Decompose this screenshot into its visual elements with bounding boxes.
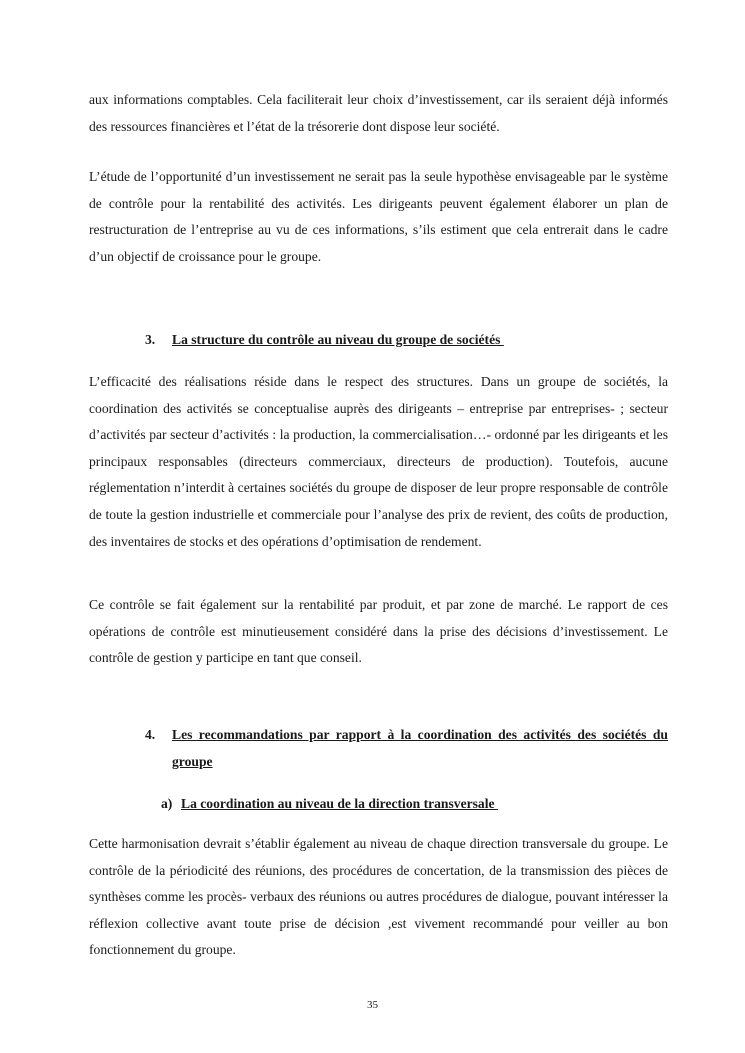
paragraph-5: Cette harmonisation devrait s’établir également au niveau de chaque direction transversale du groupe. Le contrôle de la périodicité des réunions, des procédures de concertation, de la transmission des pièces de synthèses comme les procès- verbaux des réunions ou autres procédures de dialogue, pouvant intéresser la réflexion collective avant toute prise de décision ,est vivement recommandé pour veiller au bon fonctionnement du groupe. [89, 836, 668, 958]
section-3-heading [0, 327, 745, 354]
section-4-heading [0, 722, 745, 776]
subsection-a-heading [0, 791, 745, 818]
page-number: 35 [367, 999, 378, 1011]
paragraph-1: aux informations comptables. Cela faciliterait leur choix d’investissement, car ils seraient déjà informés des ressources financières et l’état de la trésorerie dont dispose leur société. [89, 92, 668, 134]
section-3-number: 3. [145, 332, 156, 347]
subsection-a-title: La coordination au niveau de la direction transversale [181, 796, 498, 811]
subsection-a-label: a) [161, 796, 173, 811]
section-4-number: 4. [145, 727, 156, 742]
paragraph-3: L’efficacité des réalisations réside dans le respect des structures. Dans un groupe de sociétés, la coordination des activités se conceptualise auprès des dirigeants – entreprise par entreprises- ; secteur d’activités par secteur d’activités : la production, la commercialisation…- ordonné par les dirigeants et les principaux responsables (directeurs commerciaux, directeurs de production). Toutefois, aucune réglementation n’interdit à certaines sociétés du groupe de disposer de leur propre responsable de contrôle de toute la gestion industrielle et commerciale pour l’analyse des prix de revient, des coûts de production, des inventaires de stocks et des opérations d’optimisation de rendement. [89, 374, 668, 549]
paragraph-2: L’étude de l’opportunité d’un investissement ne serait pas la seule hypothèse envisageable par le système de contrôle pour la rentabilité des activités. Les dirigeants peuvent également élaborer un plan de restructuration de l’entreprise au vu de ces informations, s’ils estiment que cela entrerait dans le cadre d’un objectif de croissance pour le groupe. [89, 169, 668, 264]
section-4-title: Les recommandations par rapport à la coordination des activités des sociétés du groupe [172, 727, 668, 769]
paragraph-4: Ce contrôle se fait également sur la rentabilité par produit, et par zone de marché. Le rapport de ces opérations de contrôle est minutieusement considéré dans la prise des décisions d’investissement. Le contrôle de gestion y participe en tant que conseil. [89, 597, 668, 666]
section-3-title: La structure du contrôle au niveau du groupe de sociétés [172, 332, 504, 347]
